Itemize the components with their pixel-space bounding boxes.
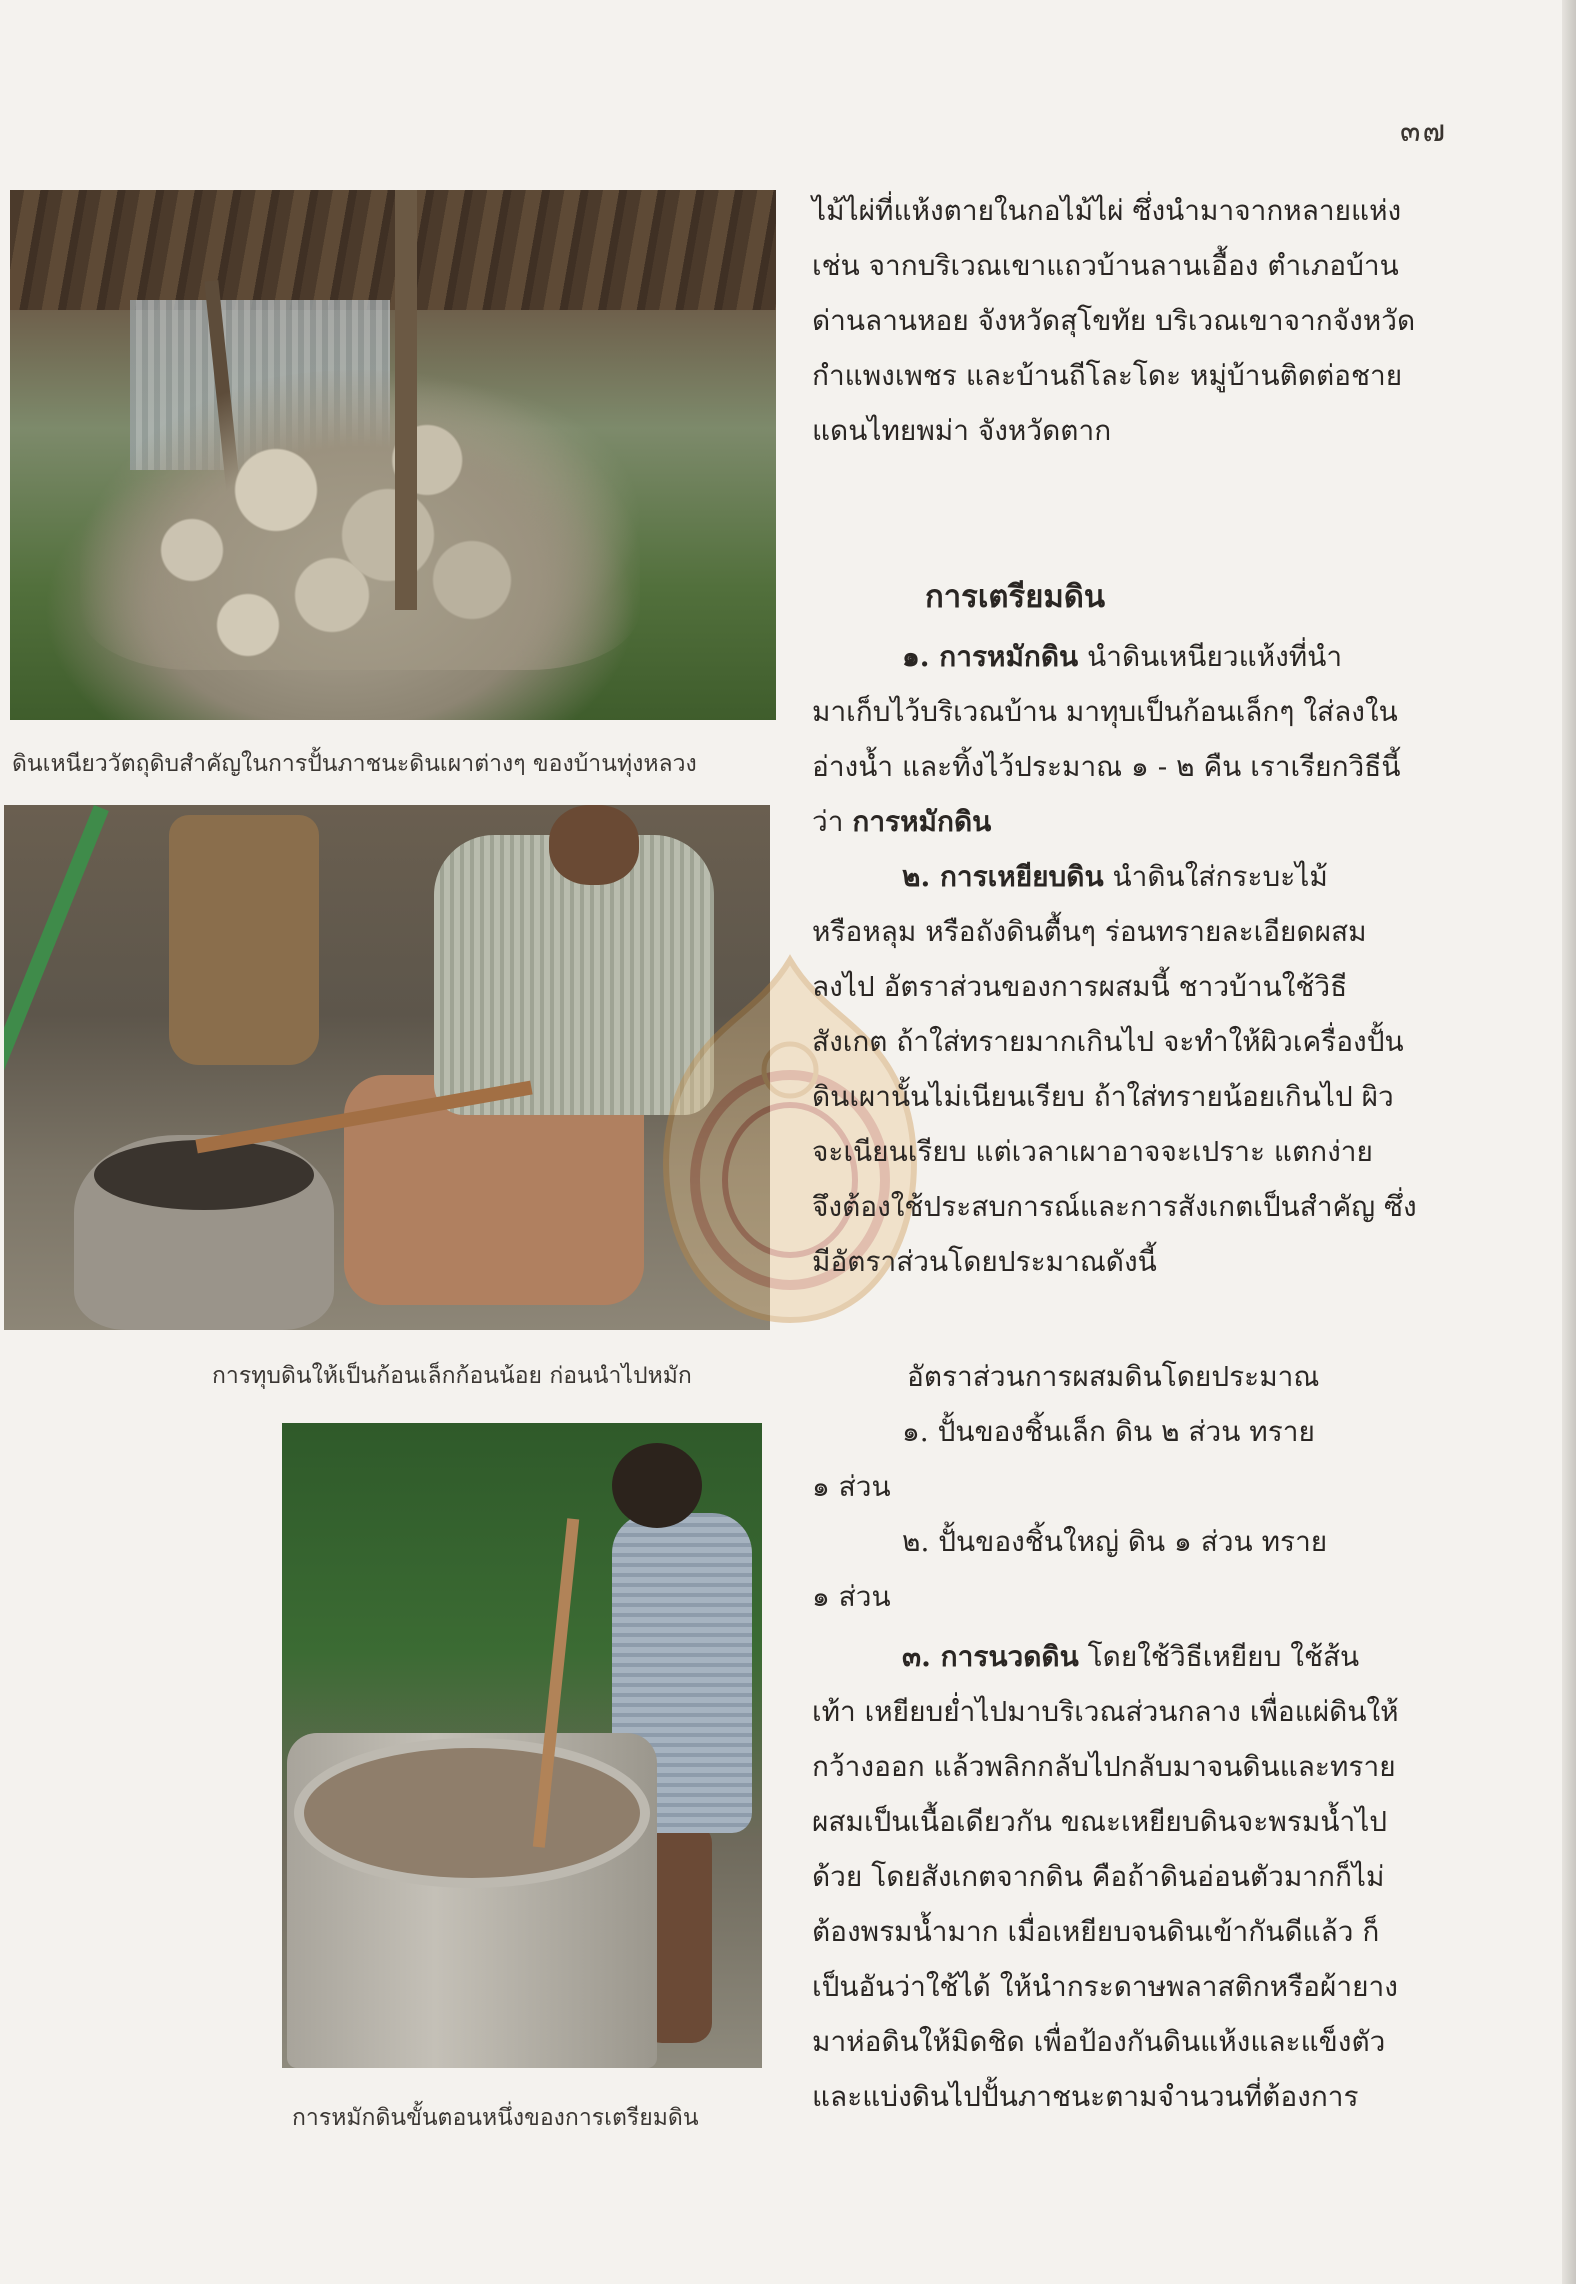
- text-line: หรือหลุม หรือถังดินตื้นๆ ร่อนทรายละเอียดผสม: [812, 915, 1367, 948]
- text-line: แดนไทยพม่า จังหวัดตาก: [812, 414, 1112, 447]
- step1-term: การหมักดิน: [852, 805, 992, 838]
- text-line: กว้างออก แล้วพลิกกลับไปกลับมาจนดินและทราย: [812, 1750, 1396, 1783]
- fermenting-clay-photo: [282, 1423, 762, 2068]
- text-line: ด้วย โดยสังเกตจากดิน คือถ้าดินอ่อนตัวมากก็ไม่: [812, 1860, 1385, 1893]
- wooden-pole: [395, 190, 417, 610]
- step3-paragraph: [812, 1642, 1442, 2137]
- text-line: และแบ่งดินไปปั้นภาชนะตามจำนวนที่ต้องการ: [812, 2080, 1359, 2113]
- step1-label: ๑. การหมักดิน: [902, 640, 1079, 673]
- ratio-block: [812, 1362, 1442, 1637]
- step2-text: นำดินใส่กระบะไม้: [1103, 860, 1328, 893]
- text-line: ไม้ไผ่ที่แห้งตายในกอไม้ไผ่ ซึ่งนำมาจากหลายแห่ง: [812, 194, 1402, 227]
- text-line: เช่น จากบริเวณเขาแถวบ้านลานเอื้อง ตำเภอบ้าน: [812, 249, 1399, 282]
- ratio-item-cont: ๑ ส่วน: [812, 1470, 891, 1503]
- text-line: มีอัตราส่วนโดยประมาณดังนี้: [812, 1245, 1157, 1278]
- person-head: [612, 1443, 702, 1528]
- intro-paragraph: [812, 196, 1442, 471]
- photo1-caption: ดินเหนียววัตถุดิบสำคัญในการปั้นภาชนะดินเผาต่างๆ ของบ้านทุ่งหลวง: [12, 751, 697, 777]
- ratio-item: ๑. ปั้นของชิ้นเล็ก ดิน ๒ ส่วน ทราย: [902, 1415, 1315, 1448]
- thatched-roof: [10, 190, 776, 310]
- ratio-title: อัตราส่วนการผสมดินโดยประมาณ: [907, 1360, 1320, 1393]
- step3-label: ๓. การนวดดิน: [902, 1640, 1079, 1673]
- text-line: [812, 862, 1442, 917]
- text-line: [812, 807, 1442, 862]
- text-line: สังเกต ถ้าใส่ทรายมากเกินไป จะทำให้ผิวเครื่องปั้น: [812, 1025, 1404, 1058]
- text-line: มาห่อดินให้มิดชิด เพื่อป้องกันดินแห้งและแข็งตัว: [812, 2025, 1386, 2058]
- step1-prefix: ว่า: [812, 805, 853, 838]
- clay-pile-photo: [10, 190, 776, 720]
- text-line: จะเนียนเรียบ แต่เวลาเผาอาจจะเปราะ แตกง่าย: [812, 1135, 1373, 1168]
- section-heading: [925, 579, 1555, 637]
- section-heading-text: การเตรียมดิน: [925, 579, 1106, 615]
- text-line: มาเก็บไว้บริเวณบ้าน มาทุบเป็นก้อนเล็กๆ ใส่ลงใน: [812, 695, 1398, 728]
- page-edge: [1562, 0, 1576, 2284]
- clay-in-tub: [294, 1738, 650, 1888]
- text-line: จึงต้องใช้ประสบการณ์และการสังเกตเป็นสำคัญ ซึ่ง: [812, 1190, 1417, 1223]
- step2-paragraph: [812, 862, 1442, 1302]
- green-pole: [4, 805, 109, 1071]
- clay-pile: [80, 370, 640, 670]
- sack: [169, 815, 319, 1065]
- text-line: [812, 1642, 1442, 1697]
- photo2-caption: การทุบดินให้เป็นก้อนเล็กก้อนน้อย ก่อนนำไปหมัก: [212, 1363, 692, 1389]
- step2-label: ๒. การเหยียบดิน: [902, 860, 1104, 893]
- text-line: อ่างน้ำ และทิ้งไว้ประมาณ ๑ - ๒ คืน เราเรียกวิธีนี้: [812, 750, 1401, 783]
- step1-text: นำดินเหนียวแห้งที่นำ: [1078, 640, 1343, 673]
- page-number: ๓๗: [1400, 114, 1448, 149]
- person-head: [549, 805, 639, 885]
- text-line: [812, 642, 1442, 697]
- step1-paragraph: [812, 642, 1442, 862]
- photo3-caption: การหมักดินขั้นตอนหนึ่งของการเตรียมดิน: [292, 2105, 699, 2131]
- text-line: ต้องพรมน้ำมาก เมื่อเหยียบจนดินเข้ากันดีแล้ว ก็: [812, 1915, 1380, 1948]
- pounding-clay-photo: [4, 805, 770, 1330]
- text-line: ดินเผานั้นไม่เนียนเรียบ ถ้าใส่ทรายน้อยเกินไป ผิว: [812, 1080, 1394, 1113]
- text-line: เท้า เหยียบย่ำไปมาบริเวณส่วนกลาง เพื่อแผ่ดินให้: [812, 1695, 1399, 1728]
- text-line: ผสมเป็นเนื้อเดียวกัน ขณะเหยียบดินจะพรมน้ำไป: [812, 1805, 1388, 1838]
- text-line: เป็นอันว่าใช้ได้ ให้นำกระดาษพลาสติกหรือผ้ายาง: [812, 1970, 1398, 2003]
- step3-text: โดยใช้วิธีเหยียบ ใช้ส้น: [1078, 1640, 1360, 1673]
- ratio-item-cont: ๑ ส่วน: [812, 1580, 891, 1613]
- ratio-item: ๒. ปั้นของชิ้นใหญ่ ดิน ๑ ส่วน ทราย: [902, 1525, 1328, 1558]
- text-line: ด่านลานหอย จังหวัดสุโขทัย บริเวณเขาจากจังหวัด: [812, 304, 1416, 337]
- text-line: กำแพงเพชร และบ้านถีโละโดะ หมู่บ้านติดต่อชาย: [812, 359, 1403, 392]
- text-line: ลงไป อัตราส่วนของการผสมนี้ ชาวบ้านใช้วิธี: [812, 970, 1348, 1003]
